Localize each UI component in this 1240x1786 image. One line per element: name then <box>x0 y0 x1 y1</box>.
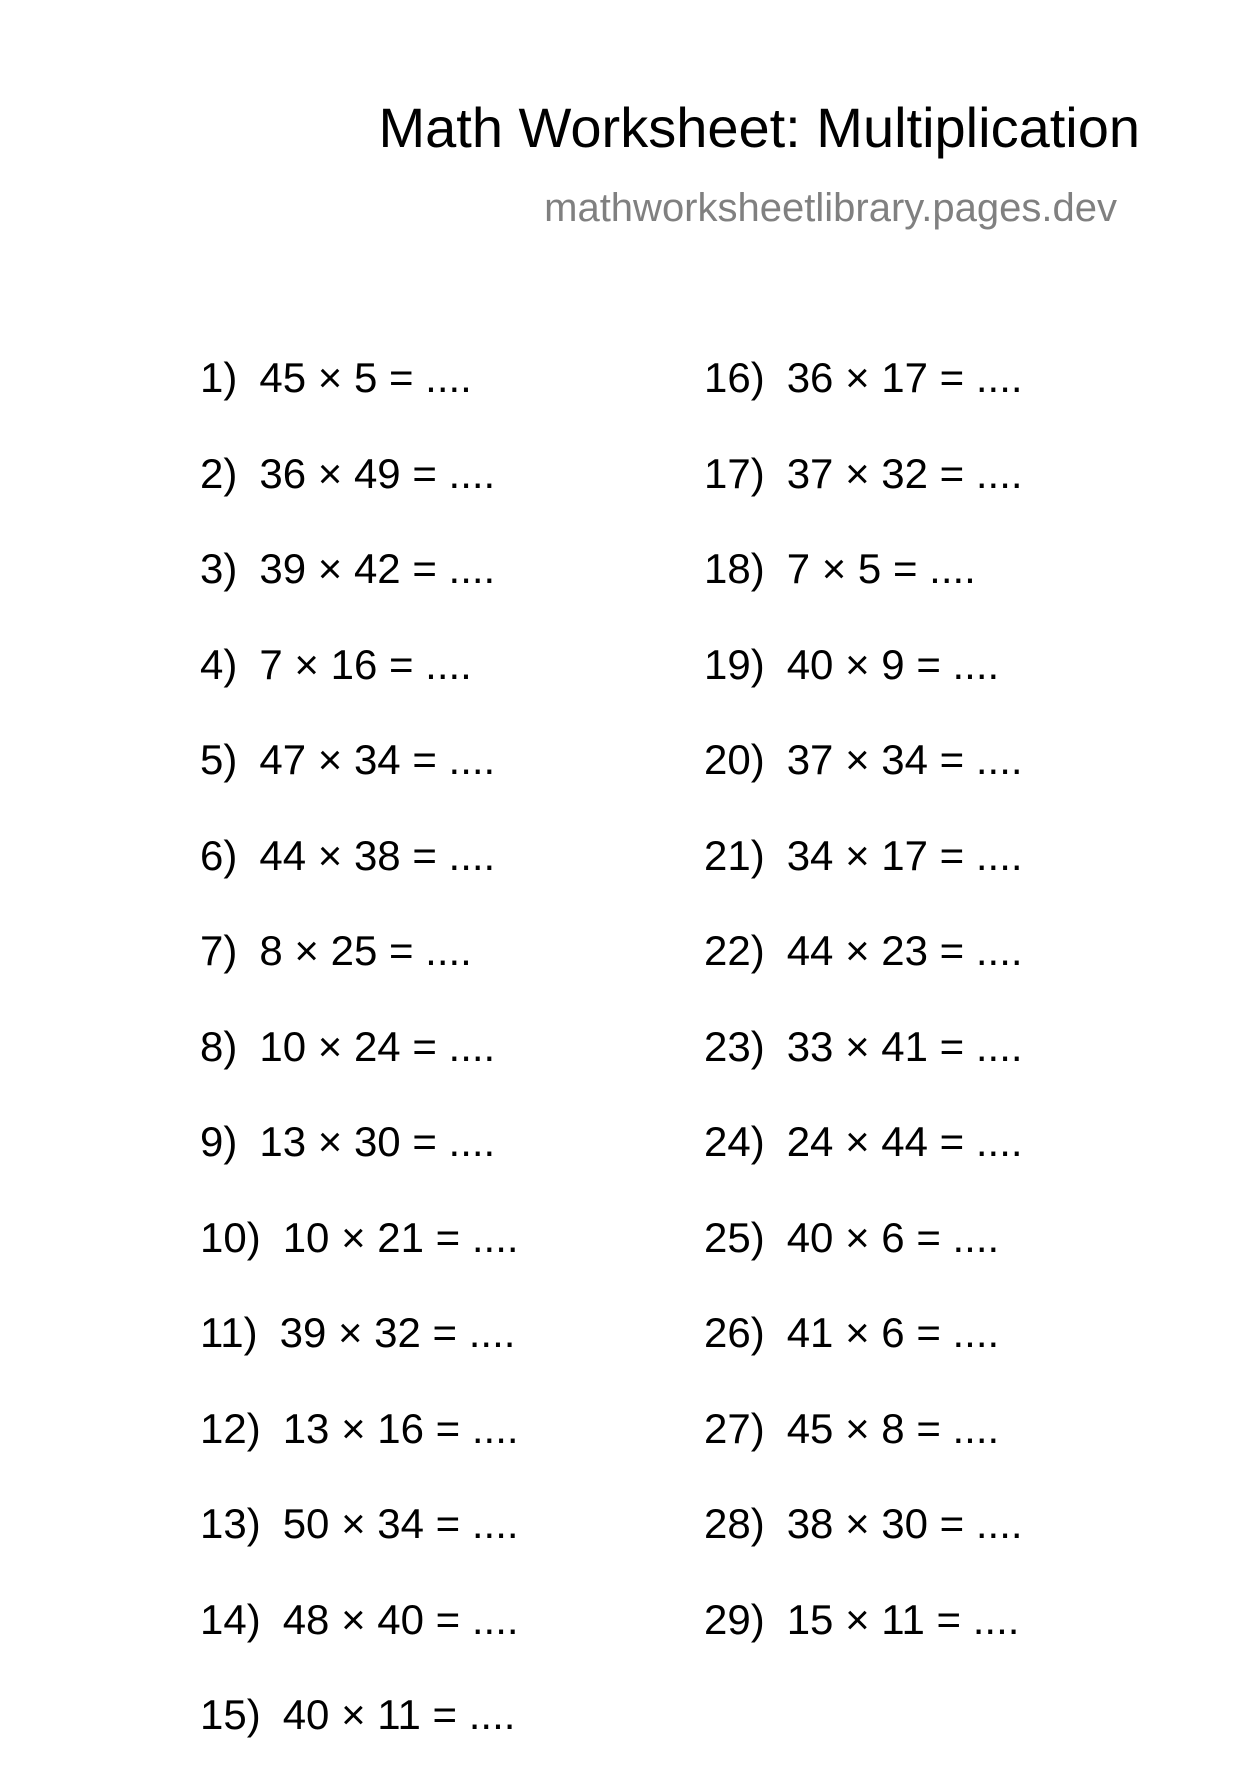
problem-item <box>704 735 1023 831</box>
problem-number: 11) <box>200 1309 258 1356</box>
problem-item <box>704 449 1023 545</box>
problems-column-right <box>704 353 1023 1690</box>
worksheet-source: mathworksheetlibrary.pages.dev <box>544 186 1117 230</box>
problem-number: 5) <box>200 736 238 783</box>
problem-expression: 37 × 34 = .... <box>786 736 1023 783</box>
problem-number: 15) <box>200 1691 261 1738</box>
problem-item <box>200 1213 519 1309</box>
problems-column-left <box>200 353 519 1786</box>
problem-number: 18) <box>704 545 765 592</box>
problem-expression: 41 × 6 = .... <box>786 1309 1000 1356</box>
problem-item <box>200 1308 519 1404</box>
problem-item <box>200 831 519 927</box>
problem-number: 9) <box>200 1118 238 1165</box>
problem-number: 1) <box>200 354 238 401</box>
problem-expression: 7 × 5 = .... <box>786 545 976 592</box>
worksheet-title: Math Worksheet: Multiplication <box>378 96 1140 159</box>
problem-number: 21) <box>704 831 765 879</box>
problem-expression: 40 × 6 = .... <box>786 1213 1000 1261</box>
problem-number: 4) <box>200 640 238 688</box>
problem-item <box>200 1404 519 1500</box>
problem-number: 27) <box>704 1404 765 1452</box>
problem-expression: 15 × 11 = .... <box>786 1595 1020 1643</box>
problem-expression: 33 × 41 = .... <box>786 1022 1023 1070</box>
problem-expression: 48 × 40 = .... <box>282 1595 519 1643</box>
problem-item <box>704 1213 1023 1309</box>
problem-number: 16) <box>704 354 765 401</box>
problem-item <box>200 544 519 640</box>
problem-expression: 24 × 44 = .... <box>786 1118 1023 1165</box>
problem-number: 19) <box>704 640 765 688</box>
problem-number: 22) <box>704 927 765 974</box>
problem-expression: 10 × 21 = .... <box>282 1213 519 1261</box>
problem-expression: 7 × 16 = .... <box>259 640 472 688</box>
problem-item <box>704 1404 1023 1500</box>
problem-expression: 34 × 17 = .... <box>786 831 1023 879</box>
problem-expression: 38 × 30 = .... <box>786 1500 1023 1547</box>
problem-item <box>200 1022 519 1118</box>
problem-number: 7) <box>200 927 238 974</box>
problem-item <box>704 831 1023 927</box>
problem-number: 29) <box>704 1595 765 1643</box>
problem-item <box>704 1595 1023 1691</box>
problem-expression: 37 × 32 = .... <box>786 449 1023 497</box>
problem-item <box>704 1308 1023 1404</box>
problem-number: 25) <box>704 1213 765 1261</box>
problem-item <box>200 1690 519 1786</box>
problem-item <box>200 926 519 1022</box>
problem-expression: 50 × 34 = .... <box>282 1500 519 1547</box>
problem-number: 3) <box>200 545 238 592</box>
problem-item <box>704 544 1023 640</box>
problem-item <box>704 640 1023 736</box>
problem-item <box>200 1595 519 1691</box>
problem-expression: 8 × 25 = .... <box>259 927 472 974</box>
problem-number: 17) <box>704 449 765 497</box>
problem-number: 2) <box>200 449 238 497</box>
problem-item <box>704 926 1023 1022</box>
problem-item <box>200 353 519 449</box>
problem-number: 26) <box>704 1309 765 1356</box>
problem-item <box>200 1499 519 1595</box>
problem-expression: 13 × 30 = .... <box>259 1118 496 1165</box>
problem-number: 24) <box>704 1118 765 1165</box>
problem-item <box>704 353 1023 449</box>
problem-number: 23) <box>704 1022 765 1070</box>
problem-expression: 47 × 34 = .... <box>259 736 496 783</box>
problem-expression: 45 × 5 = .... <box>259 354 472 401</box>
problem-item <box>200 1117 519 1213</box>
problem-expression: 40 × 9 = .... <box>786 640 1000 688</box>
problem-number: 13) <box>200 1500 261 1547</box>
problem-expression: 36 × 49 = .... <box>259 449 496 497</box>
problem-expression: 39 × 32 = .... <box>279 1309 516 1356</box>
problem-item <box>200 640 519 736</box>
problem-number: 12) <box>200 1404 261 1452</box>
problem-item <box>200 735 519 831</box>
problem-expression: 44 × 38 = .... <box>259 831 496 879</box>
problem-expression: 45 × 8 = .... <box>786 1404 1000 1452</box>
problem-number: 10) <box>200 1213 261 1261</box>
problem-number: 6) <box>200 831 238 879</box>
problem-item <box>704 1117 1023 1213</box>
problem-number: 14) <box>200 1595 261 1643</box>
problem-expression: 39 × 42 = .... <box>259 545 496 592</box>
problem-item <box>704 1499 1023 1595</box>
problem-expression: 13 × 16 = .... <box>282 1404 519 1452</box>
problem-expression: 10 × 24 = .... <box>259 1022 496 1070</box>
problem-item <box>704 1022 1023 1118</box>
problem-number: 20) <box>704 736 765 783</box>
problem-number: 28) <box>704 1500 765 1547</box>
problem-expression: 44 × 23 = .... <box>786 927 1023 974</box>
problem-number: 8) <box>200 1022 238 1070</box>
problem-expression: 40 × 11 = .... <box>282 1691 516 1738</box>
problem-item <box>200 449 519 545</box>
problem-expression: 36 × 17 = .... <box>786 354 1023 401</box>
